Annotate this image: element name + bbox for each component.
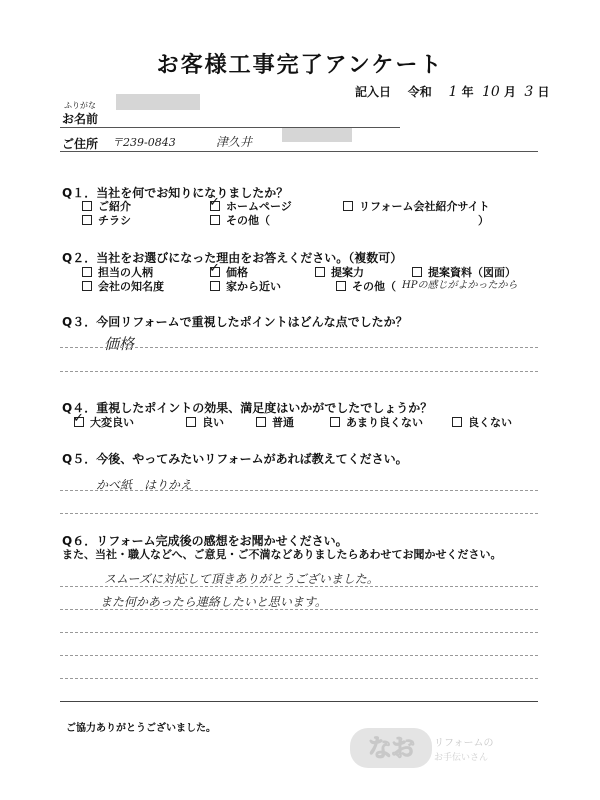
thanks-message: ご協力ありがとうございました。 [66, 723, 216, 734]
q6-answer-line-2: また何かあったら連絡したいと思います。 [100, 595, 327, 609]
q1-checkbox-reform-site[interactable] [343, 201, 353, 211]
q2-option-proposal[interactable]: 提案力 [315, 264, 364, 280]
q6-line-2 [60, 609, 538, 610]
q6-line-1 [60, 586, 538, 587]
q1-option-other[interactable]: その他（ [210, 212, 270, 228]
date-day: 3 [524, 84, 534, 100]
q6-line-3 [60, 632, 538, 633]
date-label: 記入日 [355, 85, 392, 99]
q3-line-2 [60, 371, 538, 372]
q3-line-1 [60, 347, 538, 348]
q2-checkbox-reputation[interactable] [82, 281, 92, 291]
q1-checkbox-other[interactable] [210, 215, 220, 225]
date-era: 令和 [407, 85, 432, 99]
q6-bottom-rule [60, 701, 538, 702]
address-text: 津久井 [216, 135, 253, 149]
q4-checkbox-good[interactable] [186, 417, 196, 427]
q2-question: Q２．当社をお選びになった理由をお答えください。（複数可） [62, 251, 403, 265]
q3-answer: 価格 [104, 335, 135, 353]
redacted-furigana [116, 94, 200, 110]
date-year: 1 [448, 84, 458, 100]
q4-checkbox-bad[interactable] [452, 417, 462, 427]
q4-checkbox-not-so-good[interactable] [330, 417, 340, 427]
q6-question: Q６．リフォーム完成後の感想をお聞かせください。 [62, 534, 348, 548]
q1-option-flyer[interactable]: チラシ [82, 212, 131, 228]
page-title: お客様工事完了アンケート [156, 53, 444, 78]
q1-question: Q１．当社を何でお知りになりましたか？ [62, 186, 289, 200]
logo-text-2: お手伝いさん [434, 753, 489, 763]
q1-other-close: ） [478, 214, 489, 227]
q2-checkbox-nearby[interactable] [210, 281, 220, 291]
q2-option-personality[interactable]: 担当の人柄 [82, 264, 153, 280]
name-label: お名前 [62, 112, 99, 126]
q5-answer: かべ紙 はりかえ [96, 478, 193, 492]
q1-checkbox-introduction[interactable] [82, 201, 92, 211]
date-month: 10 [481, 84, 500, 100]
q4-option-very-good[interactable]: ✓大変良い [74, 414, 134, 430]
q2-option-nearby[interactable]: 家から近い [210, 278, 281, 294]
logo-mark: なお [350, 728, 432, 768]
logo-text-1: リフォームの [434, 738, 494, 749]
q2-option-price[interactable]: ✓ 価格 [210, 264, 248, 280]
postal-code: 〒239-0843 [112, 136, 176, 149]
q1-option-reform-site[interactable]: リフォーム会社紹介サイト [343, 198, 490, 214]
q4-option-bad[interactable]: 良くない [452, 414, 512, 430]
q6-answer-line-1: スムーズに対応して頂きありがとうございました。 [104, 572, 379, 586]
date-month-unit: 月 [503, 85, 516, 99]
q2-checkbox-proposal[interactable] [315, 267, 325, 277]
q2-checkbox-personality[interactable] [82, 267, 92, 277]
address-label: ご住所 [62, 137, 99, 151]
q2-other-answer: HPの感じがよかったから [402, 280, 518, 291]
q4-question: Q４．重視したポイントの効果、満足度はいかがでしたでしょうか？ [62, 401, 433, 415]
q1-option-homepage[interactable]: ✓ ホームページ [210, 198, 292, 214]
q4-checkbox-very-good[interactable] [74, 417, 84, 427]
q6-line-5 [60, 678, 538, 679]
q2-option-reputation[interactable]: 会社の知名度 [82, 278, 164, 294]
q2-checkbox-other[interactable] [336, 281, 346, 291]
q1-checkbox-homepage[interactable] [210, 201, 220, 211]
q3-question: Q３．今回リフォームで重視したポイントはどんな点でしたか？ [62, 315, 408, 329]
q2-checkbox-price[interactable] [210, 267, 220, 277]
q5-line-1 [60, 490, 538, 491]
q5-line-2 [60, 513, 538, 514]
redacted-address [282, 128, 352, 142]
q2-option-other[interactable]: その他（ [336, 278, 396, 294]
date-day-unit: 日 [537, 85, 550, 99]
address-underline [60, 151, 538, 152]
q4-option-normal[interactable]: 普通 [256, 414, 294, 430]
q4-checkbox-normal[interactable] [256, 417, 266, 427]
entry-date [355, 83, 549, 100]
date-year-unit: 年 [461, 85, 474, 99]
q6-question-2: また、当社・職人などへ、ご意見・ご不満などありましたらあわせてお聞かせください。 [62, 548, 502, 561]
q6-line-4 [60, 655, 538, 656]
furigana-label: ふりがな [64, 101, 96, 110]
q4-option-not-so-good[interactable]: あまり良くない [330, 414, 423, 430]
q1-option-introduction[interactable]: ご紹介 [82, 198, 131, 214]
q4-option-good[interactable]: 良い [186, 414, 224, 430]
q5-question: Q５．今後、やってみたいリフォームがあれば教えてください。 [62, 452, 408, 466]
q1-checkbox-flyer[interactable] [82, 215, 92, 225]
company-logo [350, 728, 530, 772]
q2-option-documents[interactable]: 提案資料（図面） [412, 264, 516, 280]
